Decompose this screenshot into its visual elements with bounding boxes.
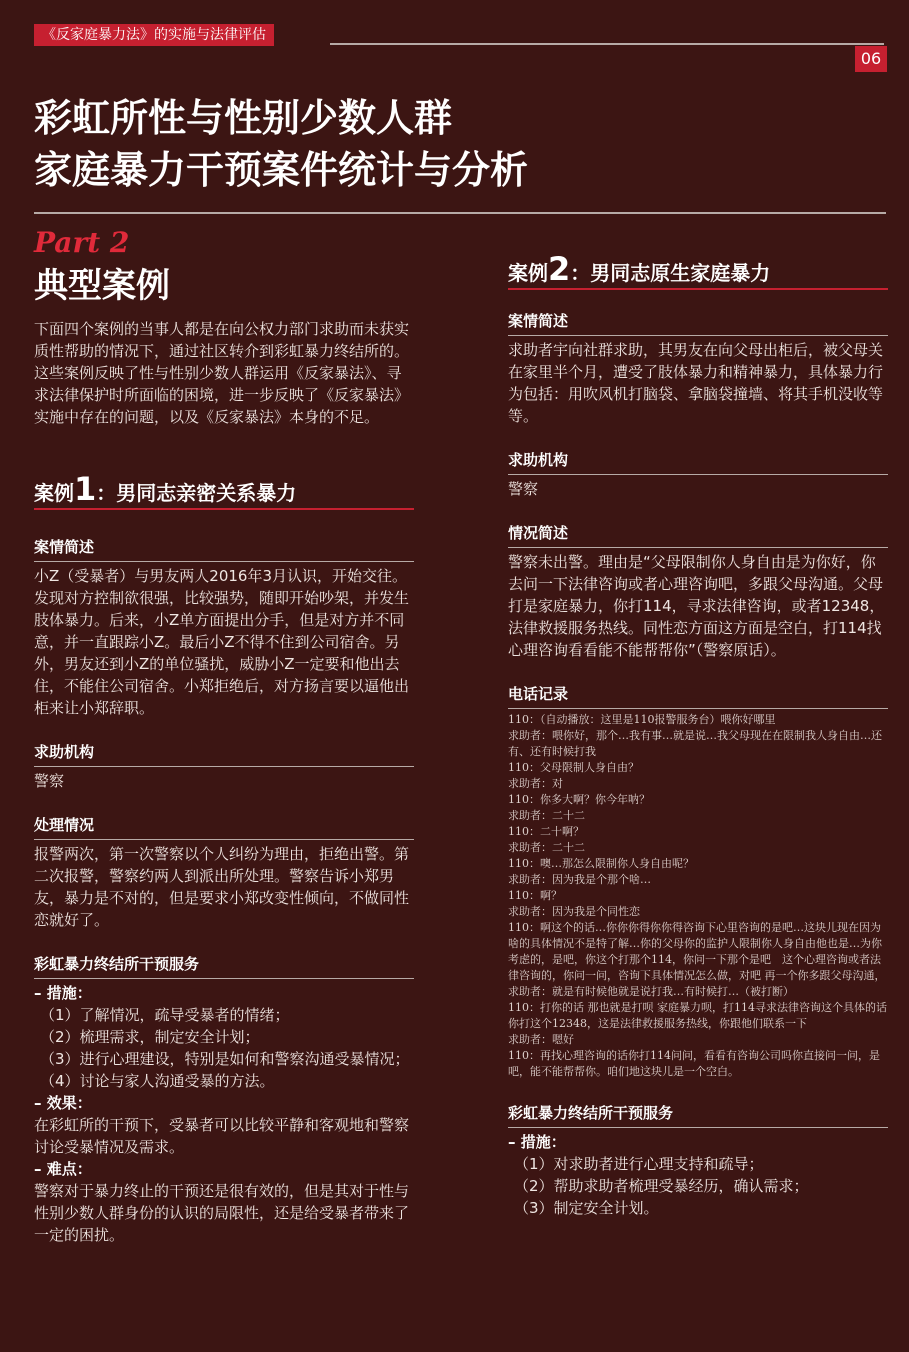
page-number: 06: [855, 46, 887, 72]
case1-summary-section: [34, 536, 414, 719]
case1-title: ：男同志亲密关系暴力: [96, 481, 297, 505]
transcript-line: 求助者：二十二: [508, 841, 585, 854]
case1-handling-section: [34, 814, 414, 931]
title-line-1: 彩虹所性与性别少数人群: [34, 96, 453, 140]
case2-service-section: [508, 1102, 888, 1219]
transcript-line: 110：噢…那怎么限制你人身自由呢？: [508, 857, 694, 870]
transcript-line: 110：（自动播放：这里是110报警服务台）喂你好哪里: [508, 713, 776, 726]
case1-handling-title: 处理情况: [34, 814, 414, 840]
case2-agency-section: [508, 449, 888, 500]
case2-title: ：男同志原生家庭暴力: [570, 261, 771, 285]
transcript-line: 110：啊？: [508, 889, 562, 902]
case2-measure-item: （3）制定安全计划。: [514, 1199, 659, 1217]
page-title: [34, 92, 854, 196]
case1-number: 1: [74, 470, 97, 508]
case1-measure-item: （1）了解情况，疏导受暴者的情绪；: [40, 1006, 290, 1024]
case1-effect-label: – 效果：: [34, 1094, 92, 1112]
transcript-line: 110：再找心理咨询的话你打114问问，看看有咨询公司吗你直接问一问，是吧，能不能帮帮你。咱们地这块儿是一个空白。: [508, 1049, 880, 1078]
page-header: [34, 24, 884, 46]
case1-effect-text: 在彩虹所的干预下，受暴者可以比较平静和客观地和警察讨论受暴情况及需求。: [34, 1116, 410, 1156]
report-title-label: 《反家庭暴力法》的实施与法律评估: [34, 24, 274, 46]
case1-agency-title: 求助机构: [34, 741, 414, 767]
case1-agency-section: [34, 741, 414, 792]
case2-measure-item: （2）帮助求助者梳理受暴经历，确认需求；: [514, 1177, 809, 1195]
case2-service-title: 彩虹暴力终结所干预服务: [508, 1102, 888, 1128]
case1-measures-label: – 措施：: [34, 984, 92, 1002]
transcript-line: 求助者：因为我是个同性恋: [508, 905, 640, 918]
case1-heading: [34, 470, 414, 510]
case2-number: 2: [548, 250, 571, 288]
case2-measures-label: – 措施：: [508, 1133, 566, 1151]
case2-summary-text: 求助者宇向社群求助，其男友在向父母出柜后，被父母关在家里半个月，遭受了肢体暴力和精神暴力，具体暴力行为包括：用吹风机打脑袋、拿脑袋撞墙、将其手机没收等等。: [508, 341, 884, 425]
case2-phone-title: 电话记录: [508, 683, 888, 709]
case1-service-section: [34, 953, 414, 1246]
case1-measure-item: （4）讨论与家人沟通受暴的方法。: [40, 1072, 275, 1090]
case2-situation-text: 警察未出警。理由是“父母限制你人身自由是为你好，你去问一下法律咨询或者心理咨询吧，多跟父母沟通。父母打是家庭暴力，你打114，寻求法律咨询，或者12348，法律救援服务热线。同性恋方面这方面是空白，打114找心理咨询看看能不能帮帮你”（警察原话）。: [508, 553, 885, 659]
case2-phone-section: [508, 683, 888, 1080]
case2-summary-title: 案情简述: [508, 310, 888, 336]
case1-difficulty-text: 警察对于暴力终止的干预还是很有效的，但是其对于性与性别少数人群身份的认识的局限性，还是给受暴者带来了一定的困扰。: [34, 1182, 410, 1244]
case1-measure-item: （3）进行心理建设，特别是如何和警察沟通受暴情况；: [40, 1050, 410, 1068]
intro-paragraph: 下面四个案例的当事人都是在向公权力部门求助而未获实质性帮助的情况下，通过社区转介到彩虹暴力终结所的。这些案例反映了性与性别少数人群运用《反家暴法》、寻求法律保护时所面临的困境，进一步反映了《反家暴法》实施中存在的问题，以及《反家暴法》本身的不足。: [34, 320, 410, 426]
transcript-line: 110：父母限制人身自由？: [508, 761, 639, 774]
left-column: [34, 318, 414, 1246]
case2-measure-item: （1）对求助者进行心理支持和疏导；: [514, 1155, 764, 1173]
transcript-line: 110：你多大啊？你今年呐？: [508, 793, 650, 806]
title-line-2: 家庭暴力干预案件统计与分析: [34, 148, 529, 192]
case1-summary-text: 小Z（受暴者）与男友两人2016年3月认识，开始交往。发现对方控制欲很强，比较强势，随即开始吵架，并发生肢体暴力。后来，小Z单方面提出分手，但是对方并不同意，并一直跟踪小Z。最后小Z不得不住到公司宿舍。另外，男友还到小Z的单位骚扰，威胁小Z一定要和他出去住，不能住公司宿舍。小郑拒绝后，对方扬言要以逼他出柜来让小郑辞职。: [34, 567, 410, 717]
case2-agency-text: 警察: [508, 480, 539, 498]
transcript-line: 求助者：因为我是个那个啥…: [508, 873, 651, 886]
right-column: [508, 250, 888, 1219]
transcript-line: 110：啊这个的话…你你你得你你得咨询下心里咨询的是吧…这块儿现在因为啥的具体情况不是特了解…你的父母你的监护人限制你人身自由他也是…为你考虑的，是吧，你这个打那个114，你问一下那个是吧 这个心理咨询或者法律咨询的，你问一问，咨询下具体情况怎么做，对吧 再一个你多跟父母沟通，: [508, 921, 886, 982]
part-label: Part 2: [34, 226, 130, 259]
phone-transcript: [508, 712, 888, 1080]
transcript-line: 求助者：二十二: [508, 809, 585, 822]
case2-situation-section: [508, 522, 888, 661]
transcript-line: 110：打你的话 那也就是打呗 家庭暴力呗，打114寻求法律咨询这个具体的话你打这个12348，这是法律救援服务热线，你跟他们联系一下: [508, 1001, 887, 1030]
case2-situation-title: 情况简述: [508, 522, 888, 548]
case1-service-title: 彩虹暴力终结所干预服务: [34, 953, 414, 979]
case1-prefix: 案例: [34, 481, 74, 505]
transcript-line: 求助者：就是有时候他就是说打我…有时候打…（被打断）: [508, 985, 794, 998]
case1-handling-text: 报警两次，第一次警察以个人纠纷为理由，拒绝出警。第二次报警，警察约两人到派出所处理。警察告诉小郑男友，暴力是不对的，但是要求小郑改变性倾向，不做同性恋就好了。: [34, 845, 410, 929]
transcript-line: 求助者：对: [508, 777, 563, 790]
case2-prefix: 案例: [508, 261, 548, 285]
case1-summary-title: 案情简述: [34, 536, 414, 562]
header-rule: [330, 43, 884, 45]
case2-summary-section: [508, 310, 888, 427]
case2-agency-title: 求助机构: [508, 449, 888, 475]
case1-measure-item: （2）梳理需求，制定安全计划；: [40, 1028, 260, 1046]
part-title: 典型案例: [34, 266, 170, 306]
case1-agency-text: 警察: [34, 772, 65, 790]
title-rule: [34, 212, 886, 214]
transcript-line: 求助者：嗯好: [508, 1033, 574, 1046]
case1-difficulty-label: – 难点：: [34, 1160, 92, 1178]
case2-heading: [508, 250, 888, 290]
transcript-line: 求助者：喂你好，那个…我有事…就是说…我父母现在在限制我人身自由…还有、还有时候打我: [508, 729, 882, 758]
transcript-line: 110：二十啊？: [508, 825, 584, 838]
